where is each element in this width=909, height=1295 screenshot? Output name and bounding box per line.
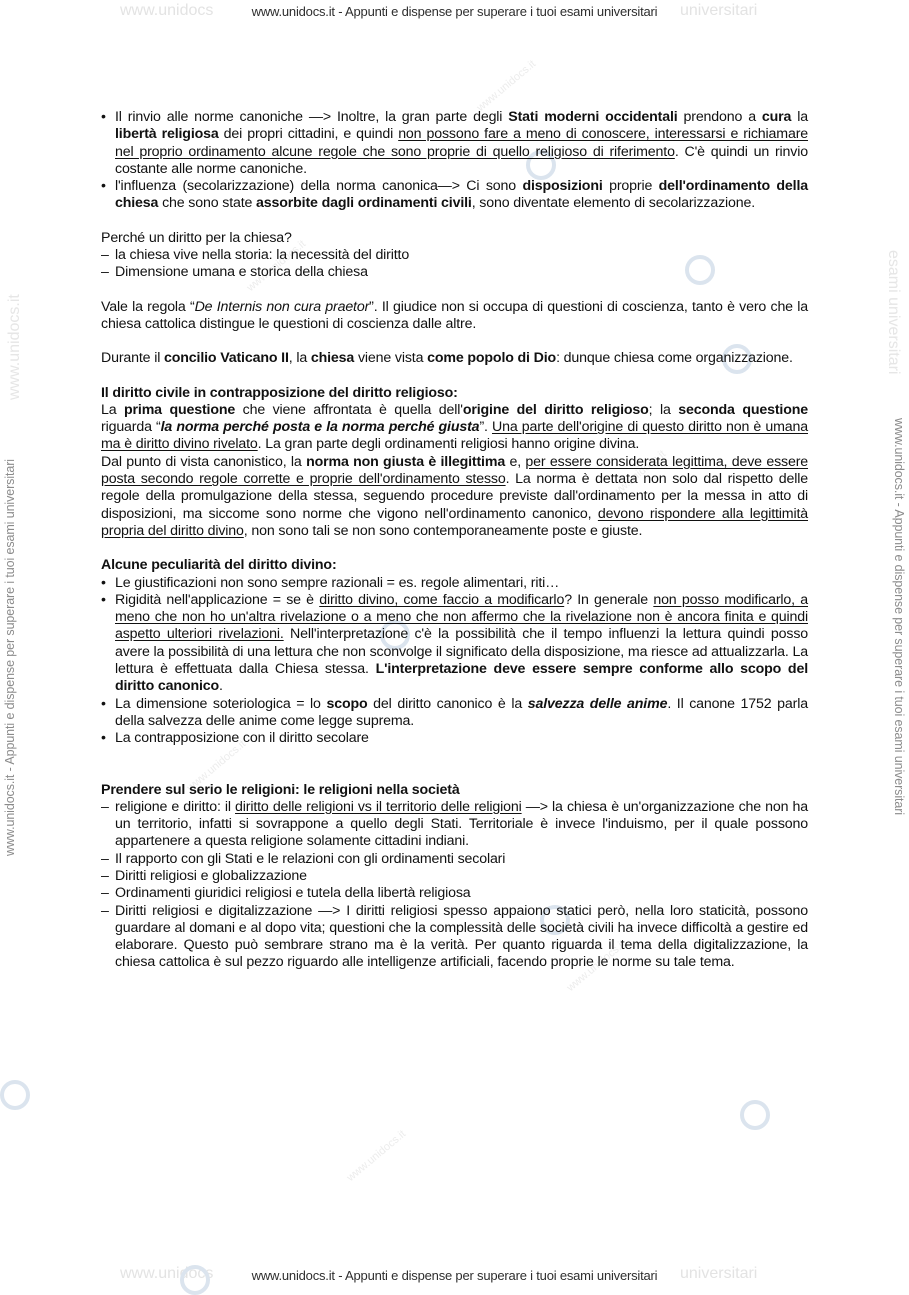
civil-paragraph-1: La prima questione che viene affrontata è quella dell'origine del diritto religioso; la seconda questione riguarda “la norma perché posta e la norma perché giusta”. Una parte dell'origine di questo diritto non è umana ma è diritto divino rivelato. La gran parte degli ordinamenti religiosi hanno origine divina. — [101, 401, 808, 453]
diagonal-watermark: www.unidocs.it — [474, 58, 539, 114]
header-ghost-left: www.unidocs — [120, 2, 214, 19]
civil-paragraph-2: Dal punto di vista canonistico, la norma non giusta è illegittima e, per essere considerata legittima, deve essere posta secondo regole corrette e proprie dell'ordinamento stesso. La norma è dettata non solo dal rispetto delle regole della promulgazione della stessa, seguendo procedure previste dall'ordinamento per la messa in atto di disposizioni, ma siccome sono norme che vigono nell'ordinamento canonico, devono rispondere alla legittimità propria del diritto divino, non sono tali se non sono contemporaneamente poste e giuste. — [101, 453, 809, 539]
diagonal-watermark: www.unidocs.it — [344, 1128, 409, 1184]
rule-paragraph: Vale la regola “De Internis non cura praetor”. Il giudice non si occupa di questioni di coscienza, tanto è vero che la chiesa cattolica distingue le questioni di coscienza dalle altre. — [101, 298, 808, 332]
why-question: Perché un diritto per la chiesa? — [101, 229, 292, 246]
right-side-watermark: www.unidocs.it - Appunti e dispense per superare i tuoi esami universitari — [892, 418, 906, 815]
diagonal-watermark: www.unidocs.it — [604, 448, 669, 504]
diagonal-watermark: www.unidocs.it — [184, 738, 249, 794]
diagonal-watermark: www.unidocs.it — [244, 238, 309, 294]
divine-list — [101, 575, 808, 748]
list-item: – religione e diritto: il diritto delle religioni vs il territorio delle religioni —> la chiesa è un'organizzazione che non ha un territorio, infatti si sovrappone a quello degli Stati. Territoriale è invece l'induismo, per il quale possono appartenere a questa religione solamente cittadini indiani. — [101, 799, 808, 851]
list-item: – Dimensione umana e storica della chiesa — [101, 264, 808, 281]
diagonal-watermark: www.unidocs.it — [564, 938, 629, 994]
list-item: • La contrapposizione con il diritto secolare — [101, 730, 808, 747]
list-item: • Le giustificazioni non sono sempre razionali = es. regole alimentari, riti… — [101, 575, 808, 592]
side-ghost-right: esami universitari — [885, 250, 902, 375]
list-item: – Ordinamenti giuridici religiosi e tutela della libertà religiosa — [101, 885, 808, 902]
left-side-watermark: www.unidocs.it - Appunti e dispense per superare i tuoi esami universitari — [3, 459, 17, 856]
side-ghost-left: www.unidocs.it — [6, 294, 23, 400]
footer-ghost-left: www.unidocs — [120, 1265, 214, 1282]
council-paragraph: Durante il concilio Vaticano II, la chiesa viene vista come popolo di Dio: dunque chiesa come organizzazione. — [101, 350, 793, 367]
footer-ghost-right: universitari — [680, 1265, 758, 1282]
list-item: • l'influenza (secolarizzazione) della norma canonica—> Ci sono disposizioni proprie dell'ordinamento della chiesa che sono state assorbite dagli ordinamenti civili, sono diventate elemento di secolarizzazione. — [101, 178, 808, 213]
why-list — [101, 247, 808, 282]
watermark-logo-icon — [180, 1265, 210, 1295]
religions-heading: Prendere sul serio le religioni: le religioni nella società — [101, 781, 460, 798]
header-ghost-right: universitari — [680, 2, 758, 19]
list-item: • Il rinvio alle norme canoniche —> Inoltre, la gran parte degli Stati moderni occidentali prendono a cura la libertà religiosa dei propri cittadini, e quindi non possono fare a meno di conoscere, interessarsi e richiamare nel proprio ordinamento alcune regole che sono proprie di quello religioso di riferimento. C'è quindi un rinvio costante alle norme canoniche. — [101, 109, 808, 178]
intro-list — [101, 109, 808, 213]
top-header: www.unidocs.it - Appunti e dispense per superare i tuoi esami universitari — [251, 4, 658, 19]
watermark-logo-icon — [740, 1100, 770, 1130]
list-item: • La dimensione soteriologica = lo scopo del diritto canonico è la salvezza delle anime. Il canone 1752 parla della salvezza delle anime come legge suprema. — [101, 696, 808, 731]
document-body — [101, 109, 808, 972]
bottom-header: www.unidocs.it - Appunti e dispense per superare i tuoi esami universitari — [251, 1268, 658, 1283]
civil-heading: Il diritto civile in contrapposizione del diritto religioso: — [101, 384, 458, 401]
list-item: – Diritti religiosi e globalizzazione — [101, 868, 808, 885]
list-item: – la chiesa vive nella storia: la necessità del diritto — [101, 247, 808, 264]
list-item: – Diritti religiosi e digitalizzazione —> I diritti religiosi spesso appaiono statici però, nella loro staticità, possono guardare al domani e al dopo vita; questioni che la complessità delle società civili ha invece difficoltà a gestire ed elaborare. Questo può sembrare strano ma è la verità. Per quanto riguarda il tema della digitalizzazione, la chiesa cattolica è sul pezzo riguardo alle intelligenze artificiali, facendo proprie le norme su tale tema. — [101, 903, 808, 972]
religions-list — [101, 799, 808, 972]
watermark-logo-icon — [0, 1080, 30, 1110]
list-item: • Rigidità nell'applicazione = se è diritto divino, come faccio a modificarlo? In generale non posso modificarlo, a meno che non ho un'altra rivelazione o a meno che non affermo che la rivelazione non è ancora finita e quindi aspetto ulteriori rivelazioni. Nell'interpretazione c'è la possibilità che il tempo influenzi la lettura quindi posso avere la possibilità di una lettura che non sconvolge il significato della disposizione, ma riesce ad attualizzarla. La lettura è effettuata dalla Chiesa stessa. L'interpretazione deve essere sempre conforme allo scopo del diritto canonico. — [101, 592, 808, 696]
list-item: – Il rapporto con gli Stati e le relazioni con gli ordinamenti secolari — [101, 851, 808, 868]
divine-heading: Alcune peculiarità del diritto divino: — [101, 557, 337, 574]
